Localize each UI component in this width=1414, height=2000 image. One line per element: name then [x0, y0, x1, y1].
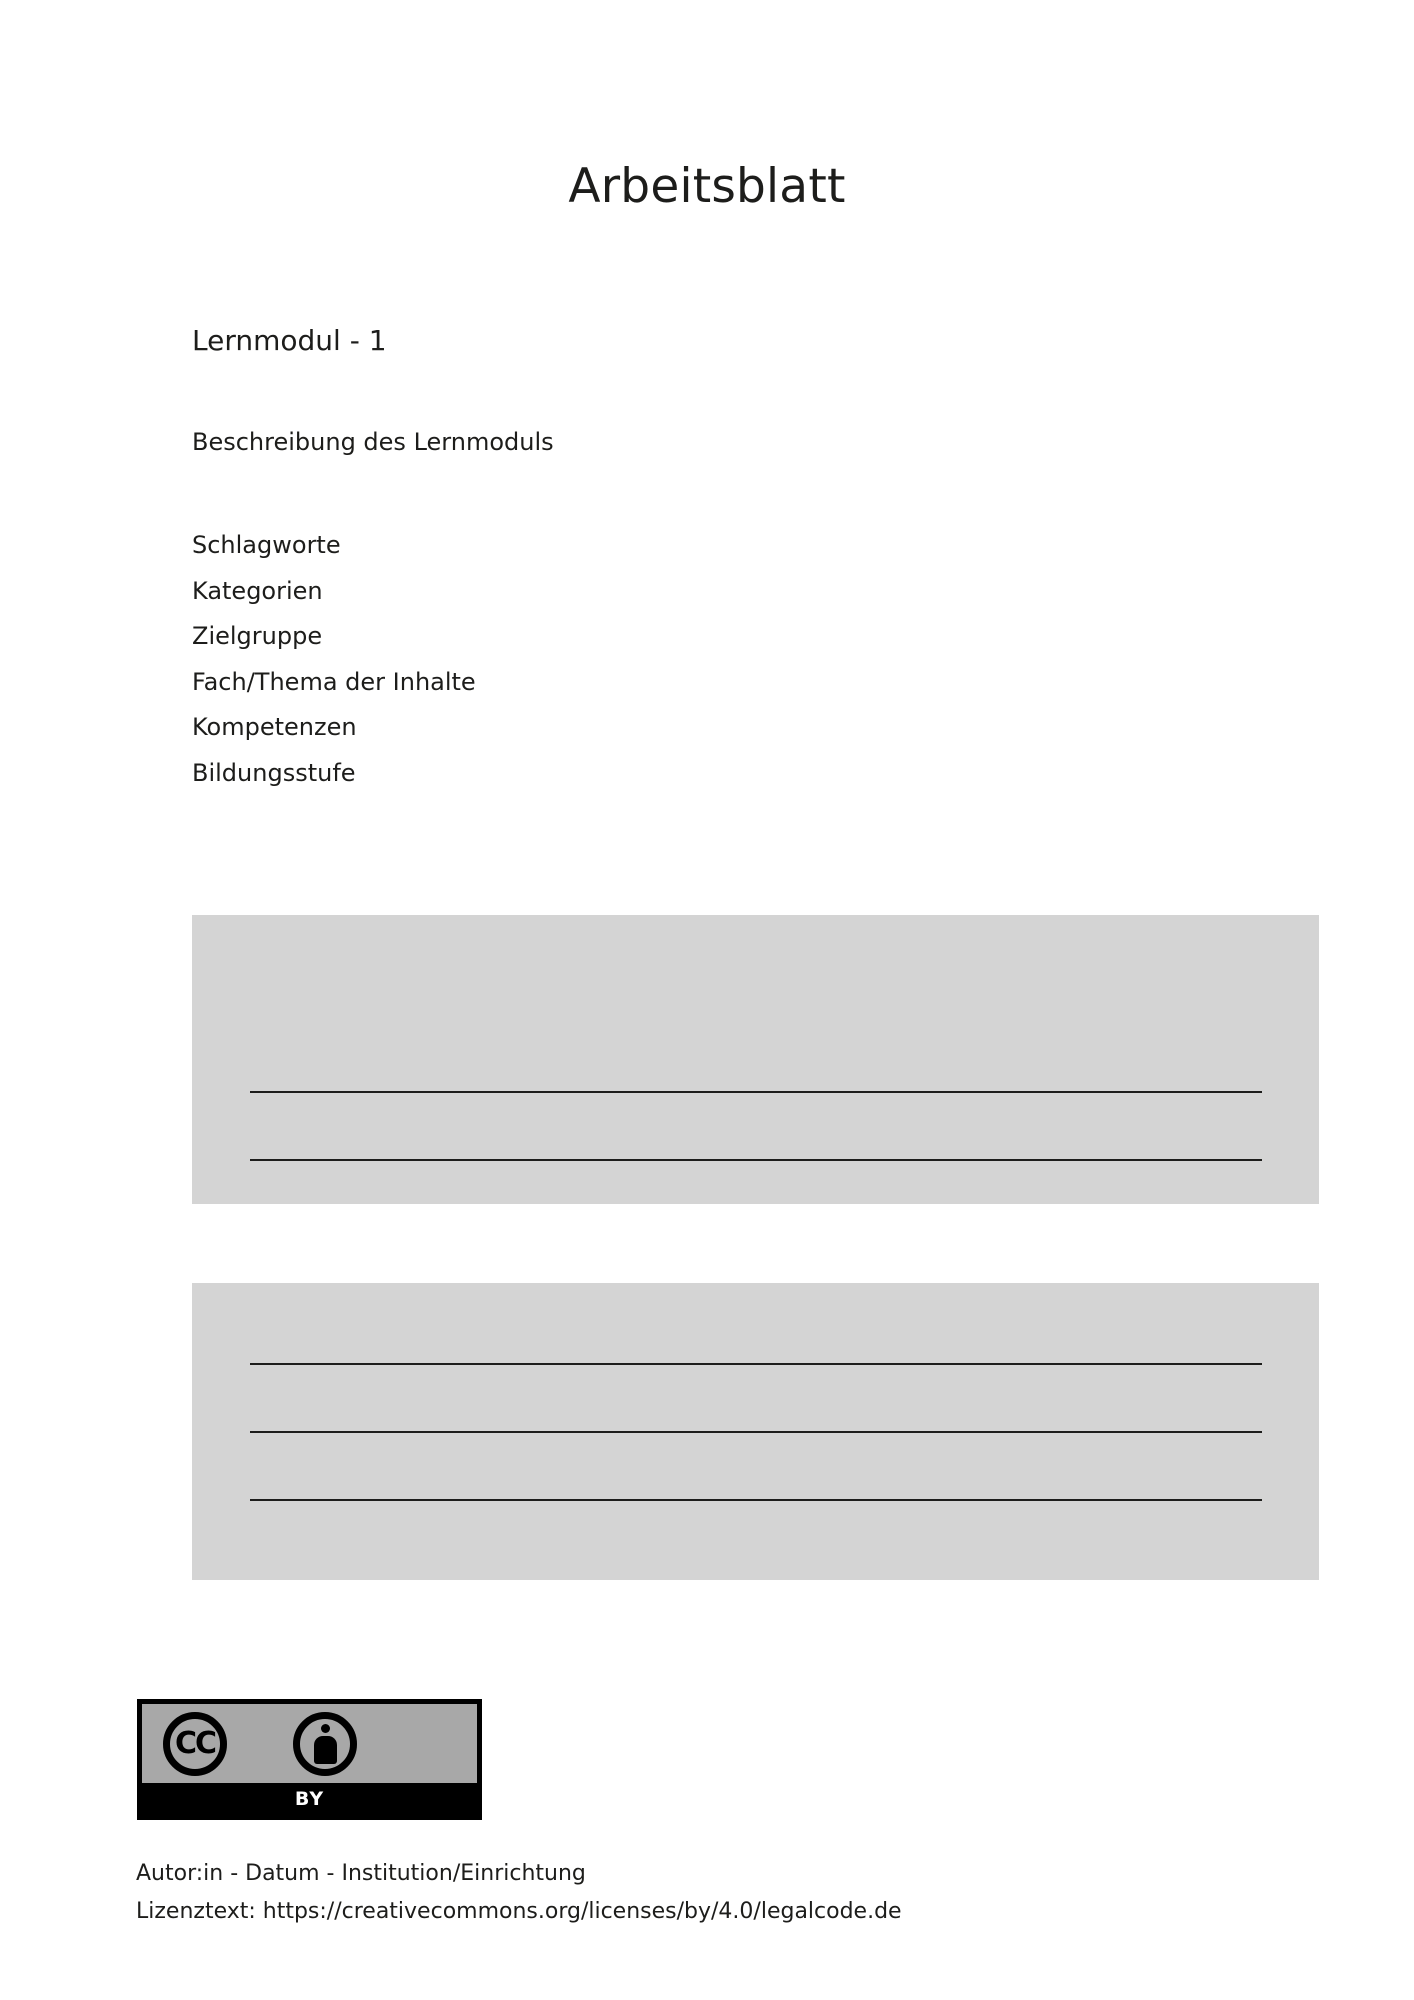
- answer-area-2[interactable]: [192, 1283, 1319, 1580]
- metadata-field-kompetenzen: Kompetenzen: [192, 713, 357, 741]
- license-text-line: Lizenztext: https://creativecommons.org/licenses/by/4.0/legalcode.de: [136, 1899, 902, 1924]
- metadata-field-schlagworte: Schlagworte: [192, 531, 341, 559]
- cc-by-label: BY: [294, 1787, 325, 1810]
- footer: [136, 1855, 1286, 1931]
- person-head: [321, 1724, 330, 1733]
- metadata-field-fach-thema: Fach/Thema der Inhalte: [192, 667, 476, 696]
- creative-commons-icon: [163, 1712, 227, 1776]
- writing-rule: [250, 1159, 1262, 1161]
- writing-rule: [250, 1091, 1262, 1093]
- metadata-field-kategorien: Kategorien: [192, 576, 323, 605]
- answer-area-1[interactable]: [192, 915, 1319, 1204]
- person-glyph: [312, 1724, 338, 1764]
- writing-rule: [250, 1431, 1262, 1433]
- module-description: Beschreibung des Lernmoduls: [192, 428, 554, 456]
- attribution-line: Autor:in - Datum - Institution/Einrichtung: [136, 1861, 586, 1886]
- attribution-person-icon: [293, 1712, 357, 1776]
- creative-commons-license-badge[interactable]: [137, 1699, 482, 1820]
- metadata-field-zielgruppe: Zielgruppe: [192, 622, 323, 650]
- cc-glyph-text: CC: [174, 1725, 216, 1761]
- metadata-field-list: [192, 523, 476, 796]
- page-title: Arbeitsblatt: [568, 159, 846, 215]
- metadata-field-bildungsstufe: Bildungsstufe: [192, 758, 356, 787]
- writing-rule: [250, 1363, 1262, 1365]
- person-body: [314, 1736, 337, 1764]
- writing-rule: [250, 1499, 1262, 1501]
- cc-badge-top-row: [142, 1704, 477, 1783]
- module-title: Lernmodul - 1: [192, 324, 387, 357]
- cc-badge-bottom-row: [142, 1783, 477, 1815]
